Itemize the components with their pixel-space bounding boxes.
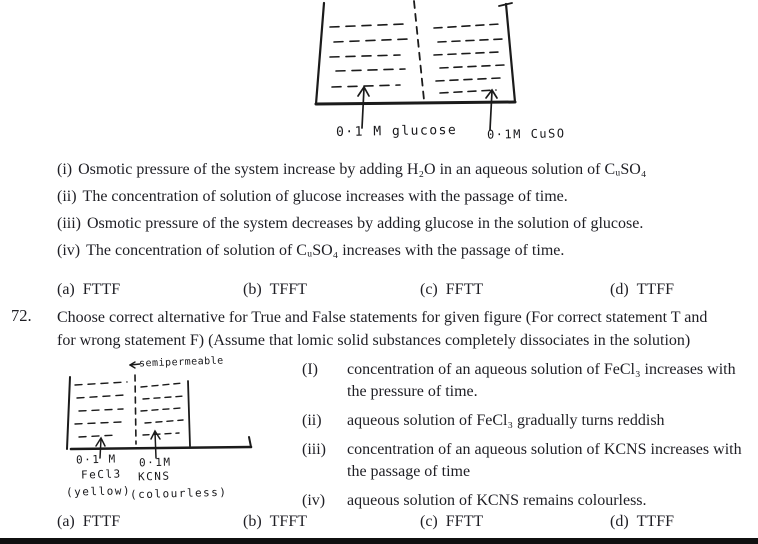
- statement-text: concentration of an aqueous solution of FeCl₃ increases with the pressure of time.: [347, 361, 736, 400]
- option-label: (a): [57, 513, 75, 530]
- membrane-dashed-line: [135, 375, 136, 444]
- figure-label-right-solute: KCNS: [137, 469, 171, 484]
- solution-left-dashes: [75, 382, 127, 437]
- statement-line: [57, 210, 646, 237]
- left-up-arrow-icon: [358, 87, 369, 128]
- statement-text: concentration of an aqueous solution of KCNS increases with the passage of time: [347, 441, 742, 480]
- statement-number: (iv): [302, 492, 326, 509]
- option-d: [610, 513, 674, 531]
- figure-label-left-solute: FeCl3: [80, 467, 122, 482]
- option-b: [243, 513, 307, 531]
- statement-text: The concentration of solution of glucose increases with the passage of time.: [82, 188, 568, 205]
- membrane-dashed-line: [414, 1, 424, 100]
- option-value: FTTF: [82, 513, 121, 530]
- option-value: TFFT: [269, 513, 307, 530]
- q71-options-row: [0, 281, 758, 305]
- figure-label-membrane: semipermeable: [138, 355, 224, 370]
- statement-number: (ii): [57, 188, 77, 205]
- question-number: 72.: [11, 306, 32, 325]
- question-prompt: [57, 306, 707, 352]
- option-b: [243, 281, 307, 299]
- q72-statements: [302, 359, 758, 519]
- figure-label-right-concentration: 0·1M: [138, 455, 172, 470]
- statement-text: aqueous solution of KCNS remains colourless.: [347, 492, 647, 509]
- statement-number: (iii): [302, 441, 326, 458]
- statement-text: aqueous solution of FeCl₃ gradually turns reddish: [347, 412, 665, 429]
- statement-line: [57, 156, 646, 183]
- figure-label-glucose: 0·1 M glucose: [335, 122, 458, 141]
- option-value: TFFT: [269, 281, 307, 298]
- option-label: (c): [420, 281, 438, 298]
- statement-line: [57, 237, 646, 264]
- statement-number: (i): [57, 161, 73, 178]
- statement-number: (iv): [57, 242, 81, 259]
- statement-line: [302, 359, 758, 403]
- option-value: TTFF: [636, 513, 674, 530]
- option-label: (d): [610, 281, 629, 298]
- option-value: FTTF: [82, 281, 121, 298]
- option-c: [420, 513, 483, 531]
- option-label: (b): [243, 513, 262, 530]
- statement-line: [302, 439, 758, 483]
- scan-edge-bar: [0, 538, 758, 544]
- option-label: (d): [610, 513, 629, 530]
- figure-label-right-colour: (colourless): [129, 485, 228, 502]
- option-label: (a): [57, 281, 75, 298]
- statement-text: The concentration of solution of CᵤSO₄ increases with the passage of time.: [86, 242, 565, 259]
- statement-line: [57, 183, 646, 210]
- question-prompt-line: Choose correct alternative for True and False statements for given figure (For correct statement T and: [57, 309, 708, 326]
- right-up-arrow-icon: [486, 90, 497, 130]
- statement-number: (I): [302, 361, 318, 378]
- statement-line: [302, 490, 758, 512]
- question-prompt-line: for wrong statement F) (Assume that lomic solid substances completely dissociates in the solution): [57, 332, 691, 349]
- solution-right-dashes: [434, 24, 504, 93]
- solution-right-dashes: [141, 383, 185, 435]
- option-a: [57, 281, 120, 299]
- right-up-arrow-icon: [151, 431, 160, 458]
- figure-label-cuso4: 0·1M CuSO: [486, 126, 566, 142]
- statement-text: Osmotic pressure of the system increase by adding H₂O in an aqueous solution of CᵤSO₄: [78, 161, 647, 178]
- option-a: [57, 513, 120, 531]
- figure-label-left-colour: (yellow): [65, 484, 132, 499]
- q71-statements: [57, 156, 646, 264]
- option-value: TTFF: [636, 281, 674, 298]
- option-label: (b): [243, 281, 262, 298]
- solution-left-dashes: [330, 24, 408, 87]
- option-d: [610, 281, 674, 299]
- q72-options-row: [0, 513, 758, 537]
- option-label: (c): [420, 513, 438, 530]
- statement-line: [302, 410, 758, 432]
- option-value: FFTT: [445, 513, 484, 530]
- statement-text: Osmotic pressure of the system decreases by adding glucose in the solution of glucose.: [87, 215, 644, 232]
- option-c: [420, 281, 483, 299]
- figure-label-left-concentration: 0·1 M: [75, 452, 117, 467]
- statement-number: (iii): [57, 215, 81, 232]
- option-value: FFTT: [445, 281, 484, 298]
- statement-number: (ii): [302, 412, 322, 429]
